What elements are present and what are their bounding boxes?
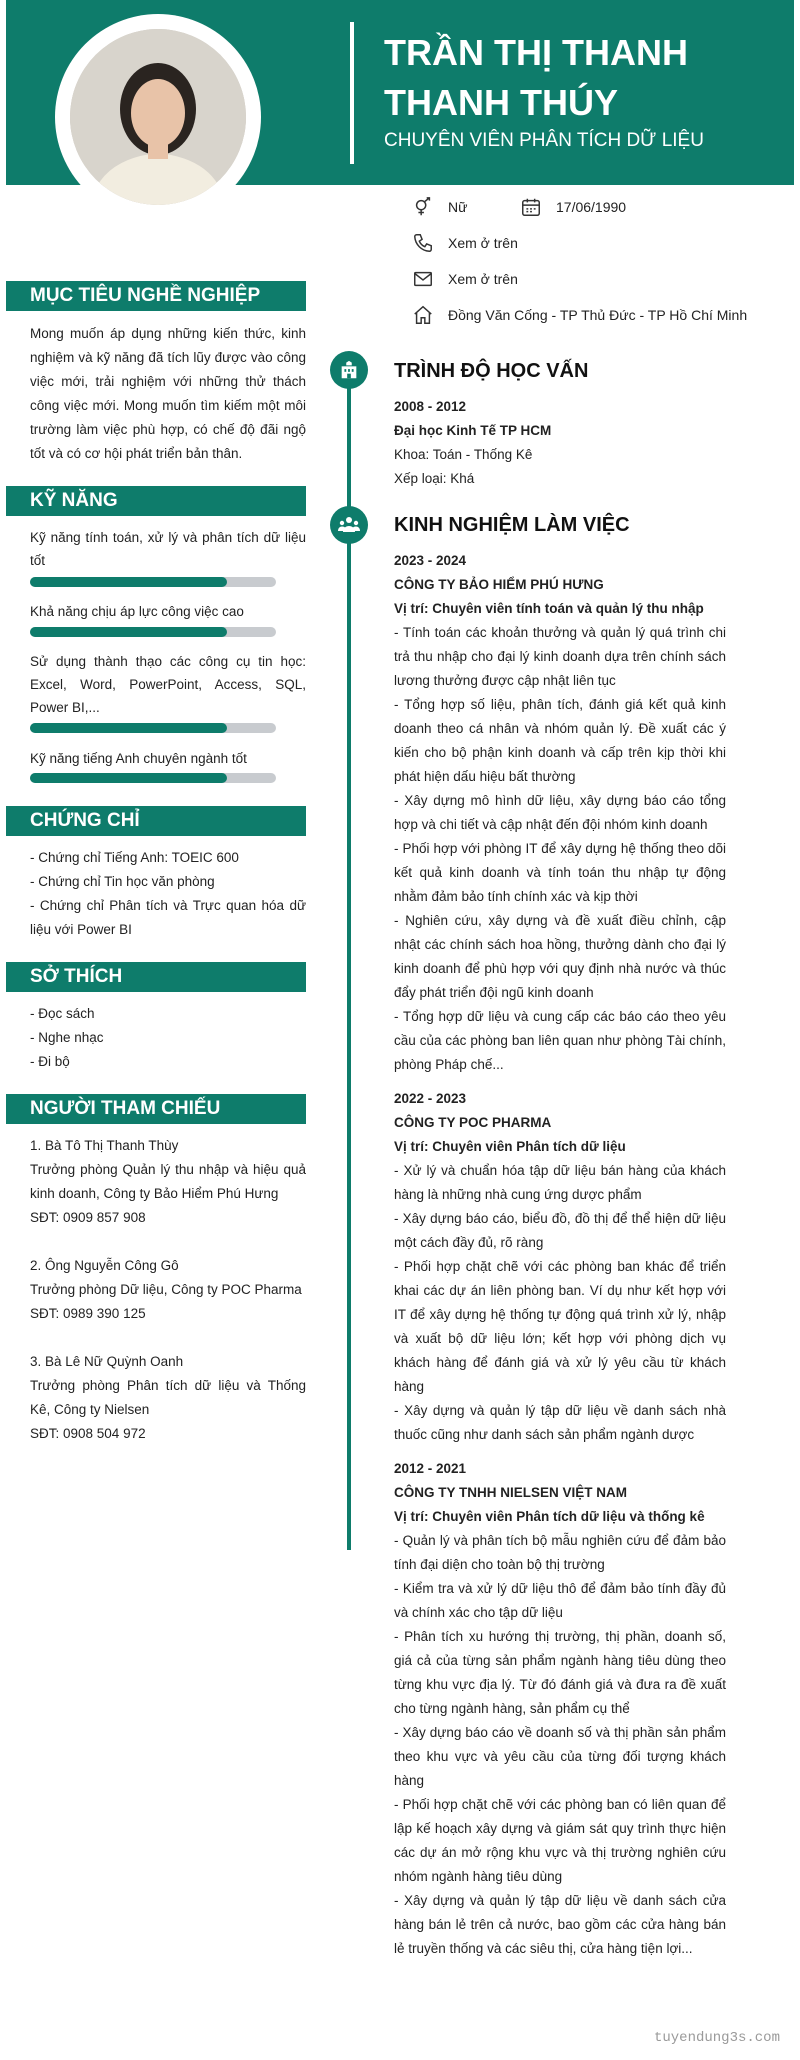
reference-name: 3. Bà Lê Nữ Quỳnh Oanh (30, 1354, 184, 1369)
gender-row (412, 196, 467, 218)
list-item: - Nghe nhạc (30, 1030, 104, 1045)
job-position: Vị trí: Chuyên viên tính toán và quản lý thu nhập (394, 601, 704, 616)
certificates-list (30, 846, 306, 942)
education-block (394, 395, 726, 491)
job-company: CÔNG TY BẢO HIỂM PHÚ HƯNG (394, 577, 604, 592)
watermark: tuyendung3s.com (653, 2030, 780, 2046)
job-period: 2022 - 2023 (394, 1091, 467, 1106)
job-duty: - Kiểm tra và xử lý dữ liệu thô để đảm bảo tính đầy đủ và chính xác cho tập dữ liệu (394, 1581, 726, 1620)
list-item: - Chứng chỉ Tiếng Anh: TOEIC 600 (30, 850, 239, 865)
phone-icon (412, 232, 434, 254)
skill-bar-fill (30, 723, 227, 733)
reference-phone: SĐT: 0909 857 908 (30, 1210, 146, 1225)
header-divider (350, 22, 354, 164)
education-school: Đại học Kinh Tế TP HCM (394, 423, 552, 438)
skill-bar (30, 627, 276, 637)
job-duty: - Nghiên cứu, xây dựng và đề xuất điều chỉnh, cập nhật các chính sách hoa hồng, thưởng dành cho đại lý kinh doanh để phù hợp với quy định nhà nước và thúc đẩy phát triển đội ngũ kinh doanh (394, 913, 726, 1000)
job-company: CÔNG TY POC PHARMA (394, 1115, 552, 1130)
candidate-name: TRẦN THỊ THANH THANH THÚY (384, 32, 688, 123)
gender-icon (412, 196, 434, 218)
job-duty: - Xây dựng và quản lý tập dữ liệu về danh sách cửa hàng bán lẻ trên cả nước, bao gồm các cửa hàng bán lẻ truyền thống và các siêu thị, cửa hàng tiện lợi... (394, 1893, 726, 1956)
reference-item (30, 1134, 306, 1230)
skill-label: Khả năng chịu áp lực công việc cao (30, 604, 244, 619)
gender-value: Nữ (448, 199, 468, 215)
skill-bar-fill (30, 773, 227, 783)
skill-bar-fill (30, 577, 227, 587)
job-position: Vị trí: Chuyên viên Phân tích dữ liệu (394, 1139, 626, 1154)
experience-heading: KINH NGHIỆM LÀM VIỆC (394, 514, 630, 536)
job-duty: - Xây dựng mô hình dữ liệu, xây dựng báo cáo tổng hợp và chi tiết và cập nhật đến đội nhóm kinh doanh (394, 793, 726, 832)
job-duty: - Xây dựng báo cáo về doanh số và thị phần sản phẩm theo khu vực và yêu cầu của từng đối tượng khách hàng (394, 1725, 726, 1788)
reference-item (30, 1254, 306, 1326)
skill-label: Sử dụng thành thạo các công cụ tin học: Excel, Word, PowerPoint, Access, SQL, Power BI,... (30, 654, 306, 715)
skill-label: Kỹ năng tính toán, xử lý và phân tích dữ liệu tốt (30, 530, 306, 568)
job-period: 2012 - 2021 (394, 1461, 467, 1476)
job-duty: - Phối hợp chặt chẽ với các phòng ban có liên quan để lập kế hoạch xây dựng và giám sát quy trình thực hiện các dự án mở rộng khu vực và thị trường nghiên cứu nhóm ngành hàng tiêu dùng (394, 1797, 726, 1884)
education-icon (330, 351, 368, 389)
skill-bar (30, 577, 276, 587)
reference-item (30, 1350, 306, 1446)
job-company: CÔNG TY TNHH NIELSEN VIỆT NAM (394, 1485, 628, 1500)
job-duty: - Xử lý và chuẩn hóa tập dữ liệu bán hàng của khách hàng là những nhà cung ứng dược phẩm (394, 1163, 726, 1202)
birthday-value: 17/06/1990 (556, 199, 627, 215)
reference-role: Trưởng phòng Quản lý thu nhập và hiệu quả kinh doanh, Công ty Bảo Hiểm Phú Hưng (30, 1162, 306, 1201)
phone-value: Xem ở trên (448, 235, 518, 251)
reference-name: 1. Bà Tô Thị Thanh Thùy (30, 1138, 179, 1153)
address-value: Đồng Văn Cống - TP Thủ Đức - TP Hồ Chí Minh (448, 307, 748, 323)
hobbies-list (30, 1002, 306, 1074)
skill-bar-fill (30, 627, 227, 637)
skills-heading: KỸ NĂNG (6, 486, 306, 516)
skill-bar (30, 723, 276, 733)
calendar-icon (520, 196, 542, 218)
education-faculty: Khoa: Toán - Thống Kê (394, 447, 533, 462)
job-duty: - Phân tích xu hướng thị trường, thị phần, doanh số, giá cả của từng sản phẩm ngành hàng tiêu dùng theo từng khu vực địa lý. Từ đó đánh giá và đưa ra đề xuất cho từng ngành hàng, sản phẩm cụ thể (394, 1629, 726, 1716)
job-duty: - Xây dựng và quản lý tập dữ liệu về danh sách nhà thuốc cũng như danh sách sản phẩm ngành dược (394, 1403, 726, 1442)
references-heading: NGƯỜI THAM CHIẾU (6, 1094, 306, 1124)
job-duty: - Tổng hợp dữ liệu và cung cấp các báo cáo theo yêu cầu của các phòng ban liên quan như phòng Tài chính, phòng Pháp chế... (394, 1009, 726, 1072)
phone-row (412, 232, 518, 254)
job-position: Vị trí: Chuyên viên Phân tích dữ liệu và thống kê (394, 1509, 705, 1524)
email-value: Xem ở trên (448, 271, 518, 287)
list-item: - Chứng chỉ Phân tích và Trực quan hóa dữ liệu với Power BI (30, 898, 306, 937)
birthday-row (520, 196, 626, 218)
job-period: 2023 - 2024 (394, 553, 467, 568)
job-duty: - Phối hợp với phòng IT để xây dựng hệ thống theo dõi kết quả kinh doanh và tính toán thu nhập tự động nhằm đảm bảo tính chính xác và kịp thời (394, 841, 726, 904)
reference-role: Trưởng phòng Phân tích dữ liệu và Thống Kê, Công ty Nielsen (30, 1378, 306, 1417)
list-item: - Đọc sách (30, 1006, 95, 1021)
email-row (412, 268, 518, 290)
job-title: CHUYÊN VIÊN PHÂN TÍCH DỮ LIỆU (384, 130, 704, 151)
job-block (394, 1457, 726, 1961)
reference-role: Trưởng phòng Dữ liệu, Công ty POC Pharma (30, 1282, 302, 1297)
list-item: - Chứng chỉ Tin học văn phòng (30, 874, 215, 889)
list-item: - Đi bộ (30, 1054, 70, 1069)
home-icon (412, 304, 434, 326)
job-duty: - Phối hợp chặt chẽ với các phòng ban khác để triển khai các dự án liên phòng ban. Ví dụ như kết hợp với IT để xây dựng hệ thống tự động quá trình xử lý, nhập và xuất bộ dữ liệu lớn; kết hợp với phòng dịch vụ khách hàng để đánh giá và xử lý yêu cầu từ khách hàng (394, 1259, 726, 1394)
objective-text: Mong muốn áp dụng những kiến thức, kinh nghiệm và kỹ năng đã tích lũy được vào công việc mới, trải nghiệm với những thử thách công việc mới. Mong muốn tìm kiếm một môi trường làm việc phù hợp, có chế độ đãi ngộ tốt và có cơ hội phát triển bản thân. (30, 326, 306, 461)
avatar (70, 29, 246, 205)
reference-phone: SĐT: 0908 504 972 (30, 1426, 146, 1441)
reference-phone: SĐT: 0989 390 125 (30, 1306, 146, 1321)
job-block (394, 1087, 726, 1447)
job-block (394, 549, 726, 1077)
hobbies-heading: SỞ THÍCH (6, 962, 306, 992)
job-duty: - Xây dựng báo cáo, biểu đồ, đồ thị để thể hiện dữ liệu một cách đầy đủ, rõ ràng (394, 1211, 726, 1250)
certificates-heading: CHỨNG CHỈ (6, 806, 306, 836)
reference-name: 2. Ông Nguyễn Công Gô (30, 1258, 179, 1273)
experience-icon (330, 506, 368, 544)
mail-icon (412, 268, 434, 290)
education-period: 2008 - 2012 (394, 399, 467, 414)
address-row (412, 304, 747, 326)
skill-label: Kỹ năng tiếng Anh chuyên ngành tốt (30, 751, 247, 766)
job-duty: - Tính toán các khoản thưởng và quản lý quá trình chi trả thu nhập cho đại lý kinh doanh dựa trên chính sách lương thưởng được cập nhật liên tục (394, 625, 726, 688)
education-rank: Xếp loại: Khá (394, 471, 475, 486)
education-heading: TRÌNH ĐỘ HỌC VẤN (394, 360, 589, 382)
skill-bar (30, 773, 276, 783)
job-duty: - Quản lý và phân tích bộ mẫu nghiên cứu để đảm bảo tính đại diện cho toàn bộ thị trường (394, 1533, 726, 1572)
job-duty: - Tổng hợp số liệu, phân tích, đánh giá kết quả kinh doanh theo cá nhân và nhóm quản lý. Đề xuất các ý kiến cho bộ phận kinh doanh và cấp trên kịp thời khi phát hiện dấu hiệu bất thường (394, 697, 726, 784)
objective-heading: MỤC TIÊU NGHỀ NGHIỆP (6, 281, 306, 311)
